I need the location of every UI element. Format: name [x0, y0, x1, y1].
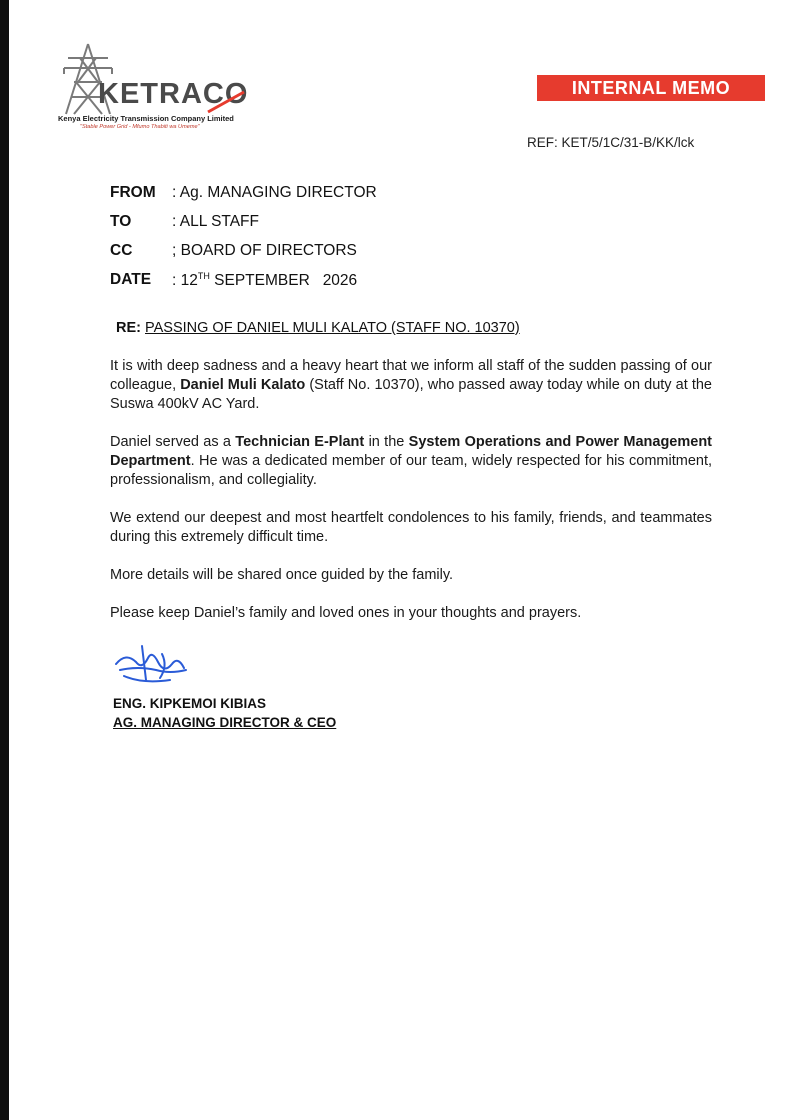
date-ordinal: TH: [197, 271, 210, 281]
p1-text-a: It is with deep sadness and a heavy heart that we inform all staff of the sudden passing of our colleague,: [110, 358, 712, 393]
paragraph-5: Please keep Daniel’s family and loved ones in your thoughts and prayers.: [110, 605, 582, 621]
brand-name: KETRACO: [98, 78, 249, 110]
p2-text-a: Daniel served as a: [110, 434, 236, 450]
company-name: Kenya Electricity Transmission Company Limited: [58, 114, 234, 123]
internal-memo-badge: INTERNAL MEMO: [537, 75, 765, 101]
memo-subject: [116, 320, 520, 336]
paragraph-4: More details will be shared once guided by the family.: [110, 567, 454, 583]
date-month-year: SEPTEMBER 2026: [209, 272, 358, 290]
job-title: Technician E-Plant: [235, 434, 365, 450]
date-value: [172, 271, 357, 300]
subject-prefix: RE:: [116, 320, 145, 336]
date-label: DATE: [110, 271, 152, 288]
p1-text-b: (Staff No. 10370), who passed away today while on duty at the Suswa 400kV AC Yard.: [110, 377, 712, 412]
reference-number: REF: KET/5/1C/31-B/KK/lck: [527, 135, 695, 150]
date-row: [110, 271, 377, 300]
signature-icon: [112, 640, 192, 688]
from-label: FROM: [110, 184, 156, 201]
deceased-name: Daniel Muli Kalato: [180, 377, 306, 393]
paragraph-3: We extend our deepest and most heartfelt condolences to his family, friends, and teammates during this extremely difficult time.: [110, 510, 712, 545]
paragraph-1: [110, 357, 712, 414]
to-row: [110, 213, 377, 242]
from-row: [110, 184, 377, 213]
company-logo: [58, 42, 258, 142]
paragraph-2: [110, 433, 712, 490]
to-label: TO: [110, 213, 132, 230]
signatory: [113, 694, 336, 732]
from-value: : Ag. MANAGING DIRECTOR: [172, 184, 377, 201]
department-name: System Operations and Power Management Department: [110, 434, 713, 469]
page-edge-shadow: [0, 0, 9, 1120]
cc-row: [110, 242, 377, 271]
memo-header-fields: [110, 184, 377, 300]
subject-text: PASSING OF DANIEL MULI KALATO (STAFF NO. 10370): [145, 320, 520, 336]
memo-body: [110, 357, 712, 642]
p2-text-b: in the: [364, 434, 409, 450]
cc-value: ; BOARD OF DIRECTORS: [172, 242, 357, 259]
p2-text-c: . He was a dedicated member of our team, widely respected for his commitment, professionalism, and collegiality.: [110, 453, 712, 488]
signatory-title: AG. MANAGING DIRECTOR & CEO: [113, 715, 337, 730]
to-value: : ALL STAFF: [172, 213, 259, 230]
cc-label: CC: [110, 242, 133, 259]
date-day: : 12: [172, 272, 198, 290]
signatory-name: ENG. KIPKEMOI KIBIAS: [113, 696, 267, 711]
company-tagline: "Stable Power Grid - Mfumo Thabiti wa Umeme": [80, 124, 200, 130]
